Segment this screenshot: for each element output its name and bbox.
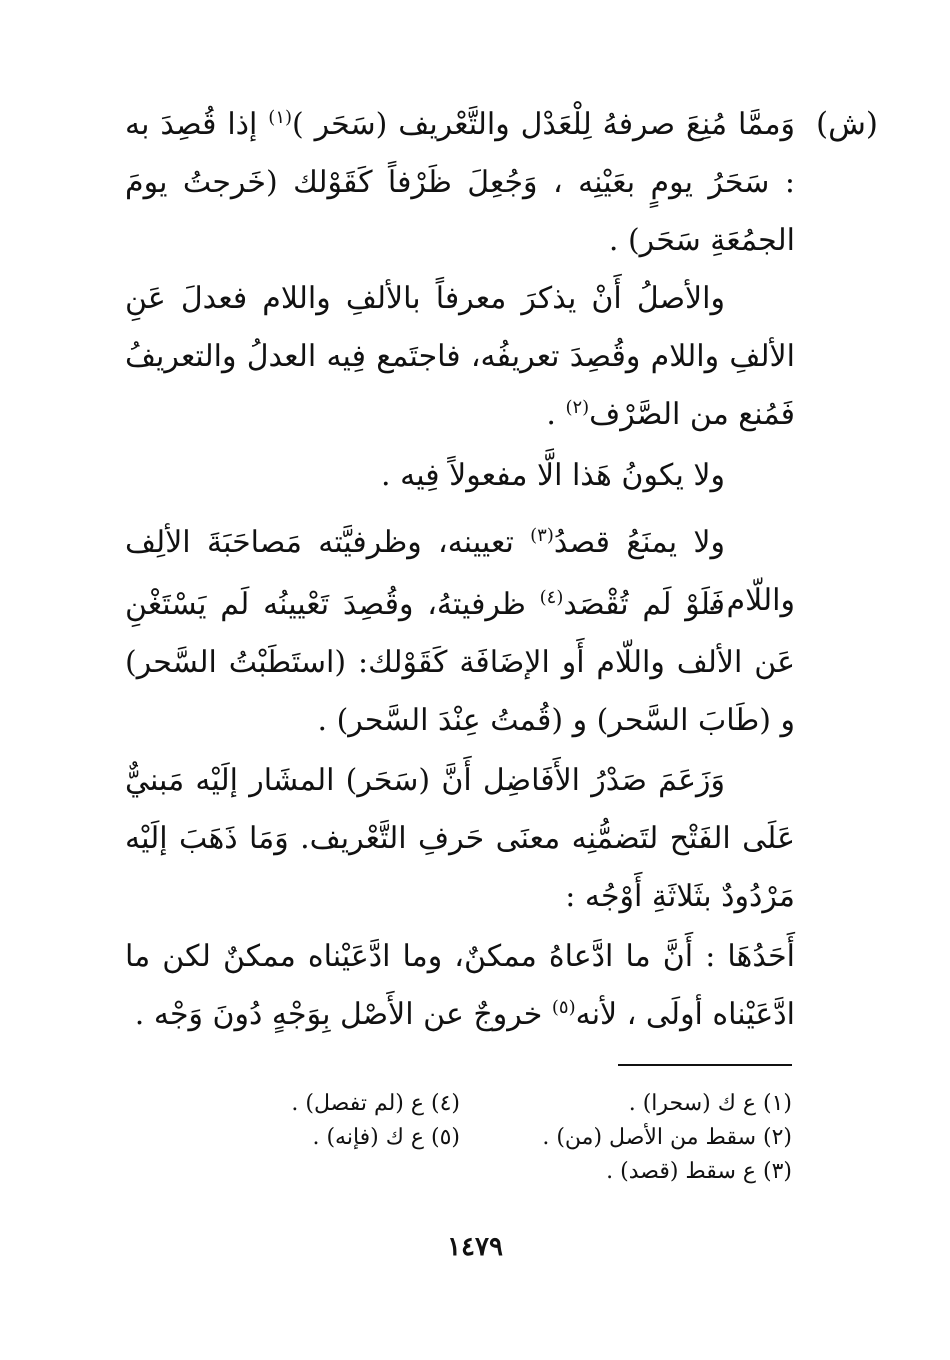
paragraph-5: [125, 576, 795, 750]
footnote-ref-4: (٤): [539, 587, 564, 608]
paragraph-7: [125, 928, 795, 1044]
paragraph-7-text-a: أَحَدُهَا : أَنَّ ما ادَّعاهُ ممكنٌ، وما ادَّعَيْناه ممكنٌ لكن ما ادَّعَيْناه أولَى ، لأنه: [125, 939, 795, 1032]
paragraph-2-text-a: والأصلُ أَنْ يذكرَ معرفاً بالألفِ واللام فعدلَ عَنِ الألفِ واللام وقُصِدَ تعريفُه، فاجتَمع فِيه العدلُ والتعريفُ فَمُنع من الصَّرْف: [125, 281, 795, 432]
paragraph-4-text-a: ولا يمنَعُ قصدُ: [553, 525, 725, 560]
footnote-ref-3: (٣): [530, 525, 554, 546]
paragraph-2: [125, 270, 795, 444]
paragraph-1-text-a: وَممَّا مُنِعَ صرفهُ لِلْعَدْل والتَّعْريف (سَحَر ): [292, 107, 795, 142]
footnote-3: (٣) ع سقط (قصد) .: [606, 1159, 792, 1184]
paragraph-5-text-a: فَلَوْ لَم تُقْصَد: [563, 587, 725, 622]
footnotes-right-column: [520, 1087, 792, 1189]
footnote-ref-2: (٢): [565, 397, 590, 418]
paragraph-4-text-b: تعيينه، وظرفيَّته مَصاحَبَةَ الألِف واللّام .: [125, 525, 795, 618]
side-label: (ش): [815, 106, 878, 142]
paragraph-3-text-a: ولا يكونُ هَذا الَّا مفعولاً فِيه .: [381, 458, 725, 493]
paragraph-2-text-b: .: [546, 397, 566, 432]
paragraph-1-text-b: إذا قُصِدَ به : سَحَرُ يومٍ بعَيْنِه ، وَجُعِلَ ظَرْفاً كَقَوْلك (خَرجتُ يومَ الجمُعَةِ سَحَر) .: [125, 107, 795, 258]
paragraph-7-text-b: خروجٌ عن الأَصْل بِوَجْهٍ دُونَ وَجْه .: [134, 997, 552, 1032]
paragraph-3: [125, 447, 795, 505]
footnote-2: (٢) سقط من الأصل (من) .: [542, 1125, 792, 1150]
paragraph-5-text-b: ظرفيتهُ، وقُصِدَ تَعْيينُه لَم يَسْتَغْنِ عَن الألف واللّام أَو الإضَافَة كَقَوْلك: (استَطَبْتُ السَّحر) و (طَابَ السَّحر) و (قُمتُ عِنْدَ السَّحر) .: [125, 587, 795, 738]
footnote-divider: [618, 1064, 792, 1066]
footnote-ref-5: (٥): [551, 997, 576, 1018]
page-number: ١٤٧٩: [447, 1232, 503, 1262]
footnote-ref-1: (١): [268, 107, 293, 128]
paragraph-6: [125, 752, 795, 926]
footnote-1: (١) ع ك (سحرا) .: [628, 1091, 792, 1116]
footnotes-left-column: [250, 1087, 460, 1155]
footnote-4: (٤) ع (لم تفصل) .: [291, 1091, 460, 1116]
paragraph-1: [125, 96, 795, 270]
footnote-5: (٥) ع ك (فإنه) .: [312, 1125, 460, 1150]
paragraph-6-text-a: وَزَعَمَ صَدْرُ الأَفَاضِل أَنَّ (سَحَر) المشَار إلَيْه مَبنيٌّ عَلَى الفَتْح لتَضمُّنِه معنَى حَرفِ التَّعْريف. وَمَا ذَهَبَ إلَيْه مَرْدُودٌ بثَلاثَةِ أَوْجُه :: [125, 763, 795, 914]
